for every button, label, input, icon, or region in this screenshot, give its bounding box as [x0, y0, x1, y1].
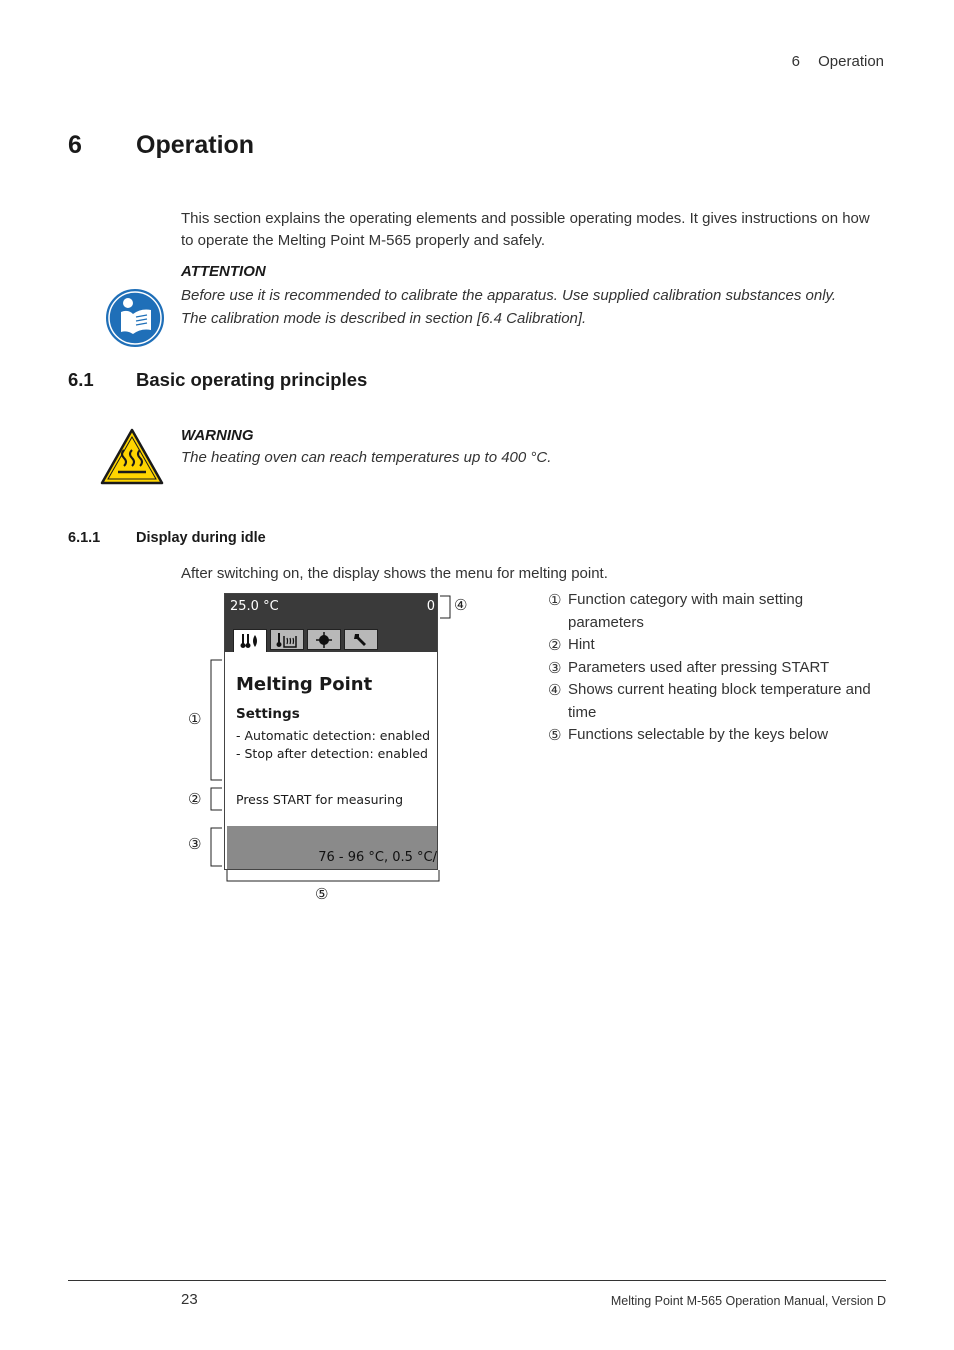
callout-2: ② — [188, 790, 202, 808]
legend-number: ① — [548, 591, 562, 609]
attention-title: ATTENTION — [181, 263, 266, 280]
display-title: Melting Point — [236, 674, 373, 695]
callout-4: ④ — [454, 596, 468, 614]
display-time: 0 — [426, 599, 435, 614]
subsection-title: Basic operating principles — [136, 369, 368, 390]
legend-text: Function category with main setting parameters — [568, 591, 804, 631]
footer-divider — [68, 1280, 886, 1281]
attention-line-2: The calibration mode is described in section [6.4 Calibration]. — [181, 310, 587, 327]
attention-text — [181, 284, 891, 330]
callout-legend — [548, 589, 878, 747]
header-chapter-number: 6 — [791, 53, 800, 70]
hot-surface-warning-icon — [100, 428, 164, 486]
legend-number: ⑤ — [548, 726, 562, 744]
header-chapter-name: Operation — [818, 53, 884, 70]
display-setting-1: - Automatic detection: enabled — [236, 728, 431, 743]
display-settings-label: Settings — [236, 706, 300, 722]
legend-number: ③ — [548, 658, 562, 677]
subsection-number: 6.1 — [68, 369, 94, 390]
legend-item — [548, 679, 878, 724]
display-setting-2: - Stop after detection: enabled — [236, 746, 428, 761]
legend-number: ④ — [548, 681, 562, 699]
callout-5: ⑤ — [315, 885, 329, 903]
running-header — [792, 53, 884, 70]
section-number: 6 — [68, 131, 82, 159]
legend-item — [548, 724, 878, 747]
warning-title: WARNING — [181, 427, 254, 444]
legend-text: Shows current heating block temperature and time — [568, 681, 871, 721]
display-parameters: 76 - 96 °C, 0.5 °C/ — [318, 850, 437, 865]
legend-text: Parameters used after pressing START — [568, 658, 830, 676]
subsubsection-number: 6.1.1 — [68, 530, 101, 546]
legend-number: ② — [548, 636, 562, 654]
intro-paragraph: This section explains the operating elements and possible operating modes. It gives instructions on how to operate the Melting Point M-565 properly and safely. — [181, 210, 870, 249]
warning-text: The heating oven can reach temperatures up to 400 °C. — [181, 449, 552, 466]
callout-1: ① — [188, 710, 202, 728]
subsubsection-title: Display during idle — [136, 530, 266, 546]
page-number: 23 — [181, 1291, 198, 1308]
read-manual-icon — [105, 288, 165, 348]
footer-manual-title: Melting Point M-565 Operation Manual, Version D — [610, 1294, 886, 1308]
section-title: Operation — [136, 131, 255, 159]
attention-line-1: Before use it is recommended to calibrate the apparatus. Use supplied calibration substances only. — [181, 287, 837, 304]
legend-item — [548, 634, 878, 657]
display-temperature: 25.0 °C — [230, 599, 279, 614]
legend-text: Functions selectable by the keys below — [568, 726, 829, 743]
legend-text: Hint — [568, 636, 595, 653]
callout-3: ③ — [188, 835, 202, 853]
legend-item — [548, 589, 878, 634]
after-switching-text: After switching on, the display shows the menu for melting point. — [181, 565, 608, 582]
legend-item — [548, 657, 878, 680]
callout-brackets — [180, 590, 480, 910]
display-hint: Press START for measuring — [236, 792, 403, 807]
